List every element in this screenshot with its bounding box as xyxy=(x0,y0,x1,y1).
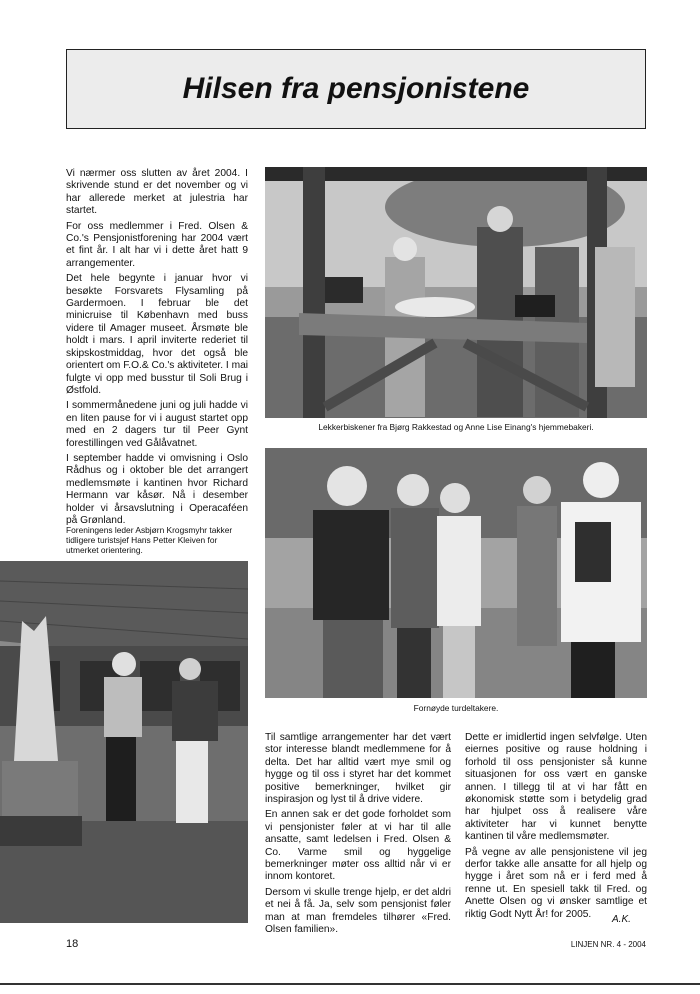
bottom-rule xyxy=(0,983,700,985)
paragraph: Dette er imidlertid ingen selvfølge. Uten eiernes positive og rause holdning i forhold til oss pensjonister så kunne situasjonen for oss vært en ganske annen. I tillegg til at vi har fått en økonomisk støtte som i betydelig grad har hjulpet oss å realisere våre aktiviteter har vi kunnet benytte kantinen til våre medlemsmøter. xyxy=(465,732,647,843)
article-column-1 xyxy=(66,168,248,530)
page-title: Hilsen fra pensjonistene xyxy=(182,72,530,105)
paragraph: For oss medlemmer i Fred. Olsen & Co.'s Pensjonistforening har 2004 vært et fint år. I alt har vi i dette året hatt 9 arrangementer. xyxy=(66,220,248,269)
paragraph: Det hele begynte i januar hvor vi besøkte Forsvarets Flysamling på Gardermoen. I februar ble det minicruise til København med buss videre til Amager museet. Årsmøte ble holdt i mars. I april inviterte rederiet til skipskostmiddag, hvor det også ble orientert om F.O.& Co.'s aktiviteter. I mai fulgte vi opp med busstur til Soli Brug i Østfold. xyxy=(66,273,248,396)
paragraph: En annen sak er det gode forholdet som vi pensjonister føler at vi har til alle ansatte, samt ledelsen i Fred. Olsen & Co. Varme smil og hyggelige bemerkninger møter oss alltid når vi er innom kontoret. xyxy=(265,809,451,883)
page-number: 18 xyxy=(66,938,79,950)
paragraph: Dersom vi skulle trenge hjelp, er det aldri et nei å få. Ja, selv som pensjonist føler man at man fremdeles tilhører «Fred. Olsen familien». xyxy=(265,886,451,936)
paragraph: På vegne av alle pensjonistene vil jeg derfor takke alle ansatte for all hjelp og hygge i året som nå er i ferd med å renne ut. En spesiell takk til Fred. og Anette Olsen og vi ønsker samtlige et riktig Godt Nytt År! for 2005. xyxy=(465,846,647,920)
photo-caption-left: Foreningens leder Asbjørn Krogsmyhr takker tidligere turistsjef Hans Petter Kleiven for utmerket orientering. xyxy=(66,525,233,555)
article-column-2 xyxy=(265,732,451,940)
photo-caption-top: Lekkerbiskener fra Bjørg Rakkestad og Anne Lise Einang's hjemmebakeri. xyxy=(318,422,594,432)
signature: A.K. xyxy=(612,914,631,925)
paragraph: Vi nærmer oss slutten av året 2004. I skrivende stund er det november og vi har allerede merket at julestria har startet. xyxy=(66,168,248,217)
photo-group xyxy=(265,448,647,698)
title-box xyxy=(66,49,646,129)
paragraph: Til samtlige arrangementer har det vært stor interesse blandt medlemmene for å delta. Det har alltid vært mye smil og hygge og til oss i styret har det kommet positive bemerkninger, hvilket gir inspirasjon og lyst til å drive videre. xyxy=(265,732,451,806)
paragraph: I sommermånedene juni og juli hadde vi en liten pause for vi i august startet opp med en 2 dagers tur til Peer Gynt forestillingen ved Gålåvatnet. xyxy=(66,400,248,449)
photo-caption-mid: Fornøyde turdeltakere. xyxy=(413,703,499,713)
photo-picnic-table xyxy=(265,167,647,418)
issue-label: LINJEN NR. 4 - 2004 xyxy=(570,940,646,949)
photo-handshake xyxy=(0,561,248,923)
paragraph: I september hadde vi omvisning i Oslo Rådhus og i oktober ble det arrangert medlemsmøte i kantinen hvor Richard Hermann var kåsør. Nå i desember holder vi årsavslutning i Operacaféen på Grønland. xyxy=(66,452,248,526)
article-column-3 xyxy=(465,732,647,924)
